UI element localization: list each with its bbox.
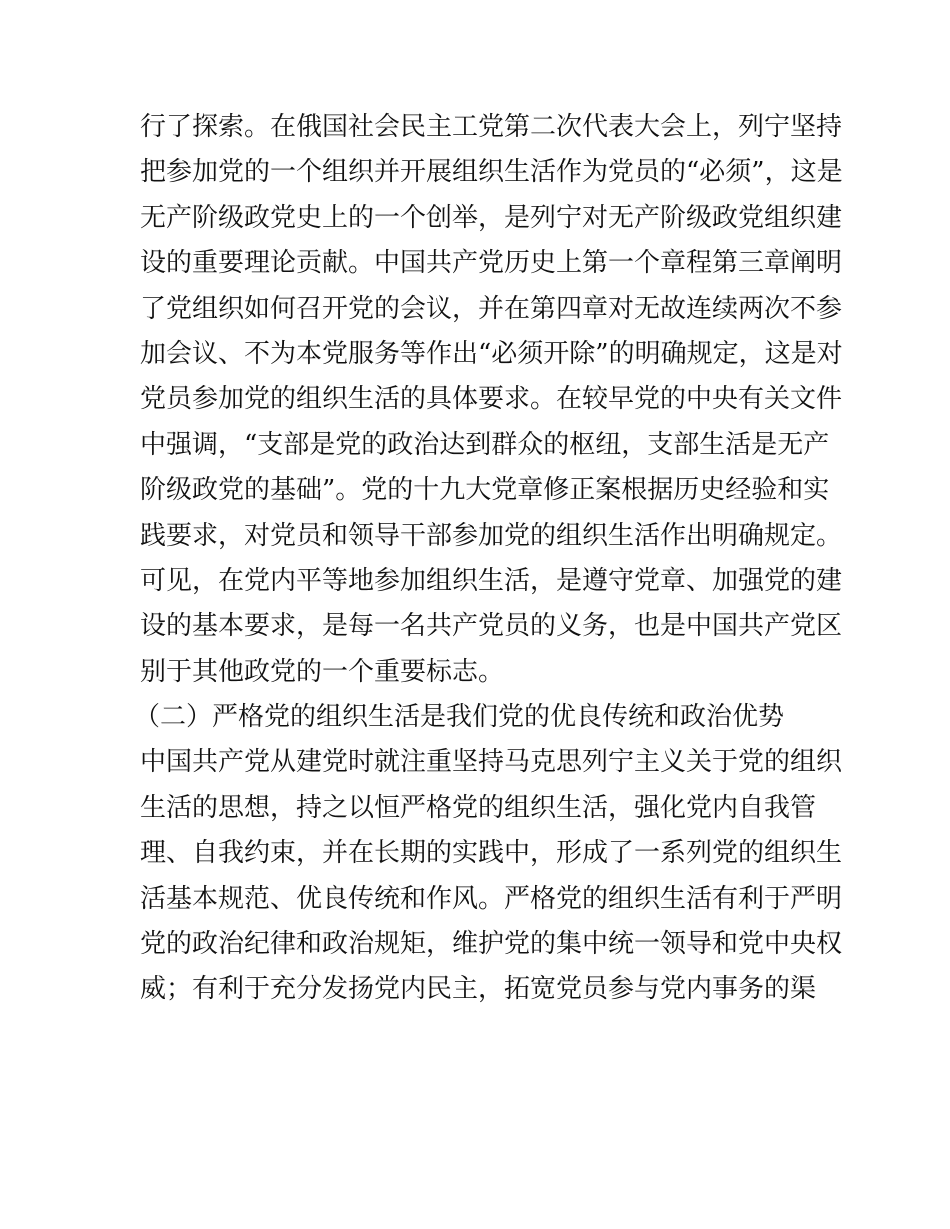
text-line: 生活的思想，持之以恒严格党的组织生活，强化党内自我管 bbox=[140, 792, 817, 823]
text-line: 可见，在党内平等地参加组织生活，是遵守党章、加强党的建 bbox=[140, 565, 843, 596]
text-line: 无产阶级政党史上的一个创举，是列宁对无产阶级政党组织建 bbox=[140, 202, 843, 233]
text-line: 党员参加党的组织生活的具体要求。在较早党的中央有关文件 bbox=[140, 384, 843, 415]
text-line: 活基本规范、优良传统和作风。严格党的组织生活有利于严明 bbox=[140, 883, 843, 914]
text-line: 设的重要理论贡献。中国共产党历史上第一个章程第三章阐明 bbox=[140, 248, 843, 279]
section-heading: （二）严格党的组织生活是我们党的优良传统和政治优势 bbox=[134, 702, 785, 733]
text-line: 中强调，“支部是党的政治达到群众的枢纽，支部生活是无产 bbox=[140, 429, 830, 460]
text-line: 了党组织如何召开党的会议，并在第四章对无故连续两次不参 bbox=[140, 293, 843, 324]
text-line: 威；有利于充分发扬党内民主，拓宽党员参与党内事务的渠 bbox=[140, 974, 817, 1005]
text-line: 党的政治纪律和政治规矩，维护党的集中统一领导和党中央权 bbox=[140, 929, 843, 960]
text-line: 设的基本要求，是每一名共产党员的义务，也是中国共产党区 bbox=[140, 611, 843, 642]
text-line: 阶级政党的基础”。党的十九大党章修正案根据历史经验和实 bbox=[140, 475, 830, 506]
text-line: 别于其他政党的一个重要标志。 bbox=[140, 656, 505, 687]
text-line: 中国共产党从建党时就注重坚持马克思列宁主义关于党的组织 bbox=[140, 747, 843, 778]
text-line: 行了探索。在俄国社会民主工党第二次代表大会上，列宁坚持 bbox=[140, 112, 843, 142]
body-text bbox=[134, 105, 843, 1013]
text-line: 加会议、不为本党服务等作出“必须开除”的明确规定，这是对 bbox=[140, 338, 843, 369]
text-line: 理、自我约束，并在长期的实践中，形成了一系列党的组织生 bbox=[140, 838, 843, 869]
text-line: 把参加党的一个组织并开展组织生活作为党员的“必须”，这是 bbox=[140, 157, 843, 188]
text-line: 践要求，对党员和领导干部参加党的组织生活作出明确规定。 bbox=[140, 520, 843, 551]
